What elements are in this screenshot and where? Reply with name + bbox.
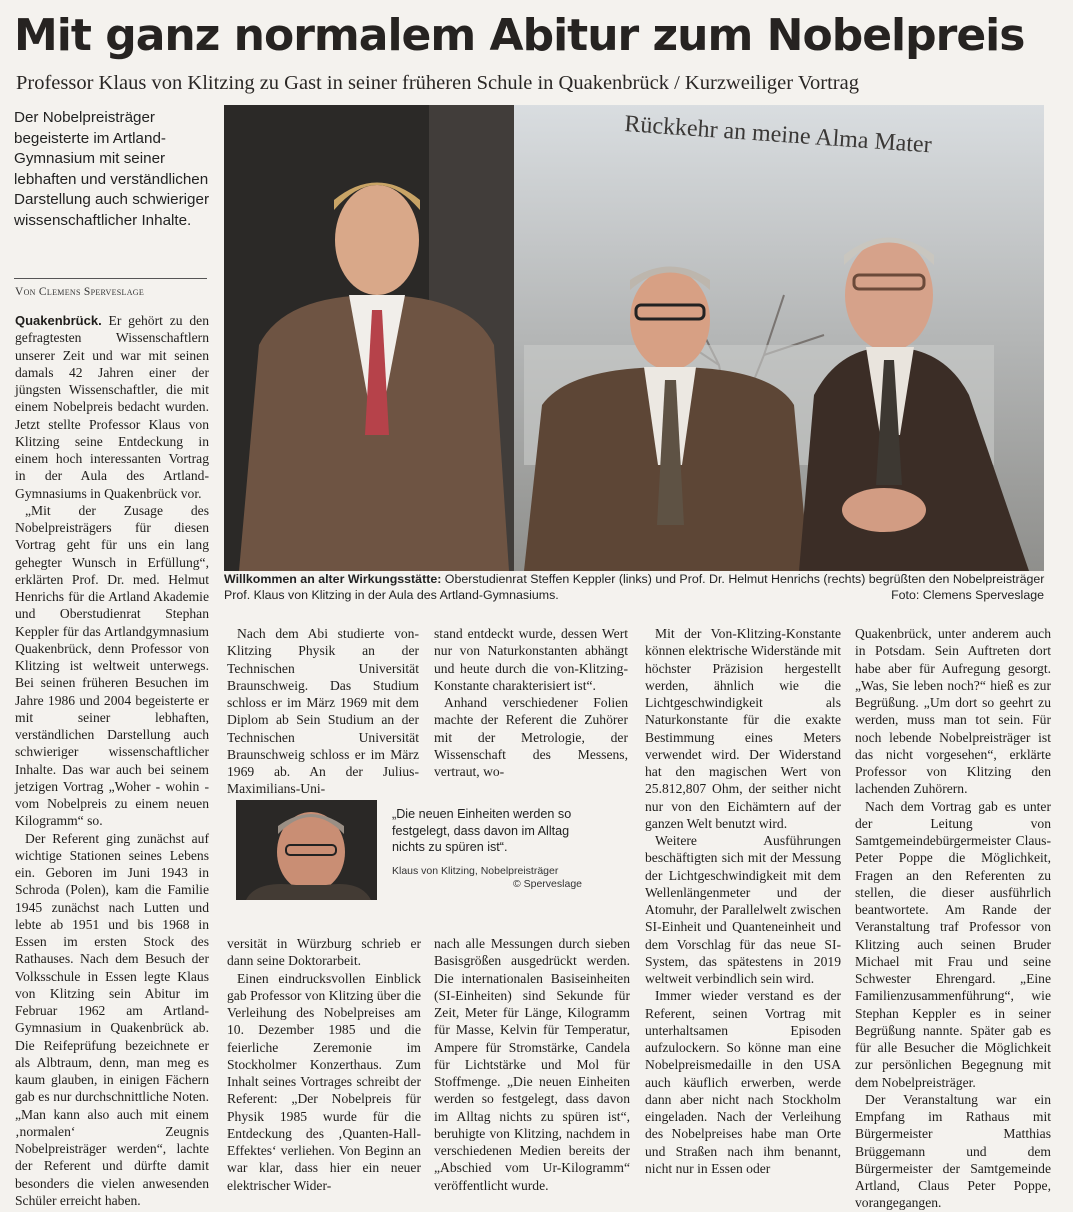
article-paragraph: nach alle Messungen durch sieben Basisgrößen ausgedrückt werden. Die internationalen Basiseinheiten (SI-Einheiten) sind Sekunde für Zeit, Meter für Länge, Kilogramm für Masse, Kelvin für Temperatur, Ampere für Stromstärke, Candela für Lichtstärke und Mol für Stoffmenge. „Die neuen Einheiten werden so festgelegt, dass davon im Alltag nichts zu spüren ist“, beruhigte von Klitzing, nachdem in verschiedenen Medien bereits der „Abschied vom Ur-Kilogramm“ veröffentlicht wurde.: [434, 936, 630, 1193]
article-paragraph: Einen eindrucksvollen Einblick gab Professor von Klitzing über die Verleihung des Nobelpreises am 10. Dezember 1985 und die feierliche Zeremonie im Stockholmer Konzerthaus. Zum Inhalt seines Vortrages schreibt der Referent: „Der Nobelpreis für Physik 1985 wurde für die Entdeckung des ‚Quanten-Hall-Effektes‘ verliehen. Von Beginn an war klar, dass hier ein neuer elektrischer Wider-: [227, 970, 421, 1193]
quote-source: Klaus von Klitzing, Nobelpreisträger: [392, 865, 559, 877]
article-paragraph: Mit der Von-Klitzing-Konstante können elektrische Widerstände mit höchster Präzision hergestellt werden, ähnlich wie die Lichtgeschwindigkeit als Naturkonstante für die exakte Bestimmung eines Meters verwendet wird. Der Widerstand hat den magischen Wert von 25.812,807 Ohm, der seither nicht nur von den Eichämtern auf der ganzen Welt benutzt wird.: [645, 626, 841, 831]
article-paragraph: Weitere Ausführungen beschäftigten sich mit der Messung der Lichtgeschwindigkeit mit dem Wellenlängenmeter und der Atomuhr, der Parallelwelt zwischen SI-Einheit und Quanteneinheit und dem Vorschlag für das neue SI-System, das spätestens in 2019 weltweit verbindlich sein wird.: [645, 833, 841, 986]
photo-credit: Foto: Clemens Sperveslage: [891, 588, 1044, 602]
byline: Von Clemens Sperveslage: [15, 286, 145, 298]
article-paragraph: Der Veranstaltung war ein Empfang im Rathaus mit Bürgermeister Matthias Brüggemann und dem Bürgermeister der Samtgemeinde Artland, Claus Peter Poppe, vorangegangen.: [855, 1091, 1051, 1211]
byline-divider: [14, 278, 207, 279]
article-column-2: [227, 625, 419, 798]
article-paragraph: Quakenbrück, unter anderem auch in Potsdam. Sein Auftreten dort habe aber für Aufregung gesorgt. „Was, Sie leben noch?“ hieß es zur Begrüßung. „Um dort so geehrt zu werden, muss man tot sein. Für noch lebende Nobelpreisträger ist das nicht vorgesehen“, erklärte Professor von Klitzing den lachenden Zuhörern.: [855, 626, 1051, 797]
projection-text: Rückkehr an meine Alma Mater: [623, 111, 933, 159]
article-paragraph: Immer wieder verstand es der Referent, seinen Vortrag mit unterhaltsamen Episoden aufzulockern. So könne man eine Nobelpreismedaille in den USA auch käuflich erwerben, werde dann aber nicht nach Stockholm eingeladen. Nach der Verleihung des Nobelpreises habe man Orte und Straßen nach ihm benannt, nicht nur in Essen oder: [645, 988, 841, 1176]
article-paragraph: stand entdeckt wurde, dessen Wert nur von Naturkonstanten abhängt und heute durch die von-Klitzing-Konstante charakterisiert ist“.: [434, 626, 628, 693]
quote-photo: [236, 800, 377, 900]
article-paragraph: Nach dem Abi studierte von-Klitzing Physik an der Technischen Universität Braunschweig. Das Studium schloss er im März 1969 mit dem Diplom ab Sein Studium an der Technischen Universität Braunschweig schloss er im März 1969 ab. An der Julius-Maximilians-Uni-: [227, 626, 419, 797]
article-column-3: [434, 625, 628, 780]
lead-paragraph: Der Nobelpreisträger begeisterte im Artland-Gymnasium mit seiner lebhaften und verständlichen Darstellung auch schwieriger wissenschaftlicher Inhalte.: [14, 109, 209, 229]
pull-quote: „Die neuen Einheiten werden so festgelegt, dass davon im Alltag nichts zu spüren ist“.: [392, 807, 572, 854]
subheadline: Professor Klaus von Klitzing zu Gast in seiner früheren Schule in Quakenbrück / Kurzweiliger Vortrag: [16, 72, 859, 94]
caption-lead: Willkommen an alter Wirkungsstätte:: [224, 572, 442, 586]
article-paragraph: „Mit der Zusage des Nobelpreisträgers für diesen Vortrag geht für uns ein lang gehegter Wunsch in Erfüllung“, erklärten Prof. Dr. med. Helmut Henrichs für die Artland Akademie und Oberstudienrat Stephan Keppler für das Artlandgymnasium Quakenbrück, denn Professor von Klitzing ist weltweit unterwegs. Bei seinen früheren Besuchen im Jahre 1986 und 2004 begeisterte er mit seiner lebhaften, verständlichen Darstellung auch schwieriger wissenschaftlicher Inhalte. Das war auch bei seinem jetzigen Vortrag „Woher - wohin - vom Nobelpreis zu einem neuen Kilogramm“ so.: [15, 502, 209, 829]
headline: Mit ganz normalem Abitur zum Nobelpreis: [14, 10, 1025, 61]
quote-photo-credit: © Sperveslage: [512, 878, 582, 890]
article-column-4: [645, 625, 841, 1177]
article-column-2-continued: [227, 935, 421, 1194]
main-photo: [224, 105, 1044, 571]
article-paragraph: Quakenbrück. Er gehört zu den gefragtesten Wissenschaftlern unserer Zeit und war mit seinen damals 42 Jahren einer der jüngsten Wissenschaftler, die mit einem Nobelpreis bedacht wurden. Jetzt stellte Professor Klaus von Klitzing seine Entdeckung in einem hoch interessanten Vortrag in der Aula des Artland-Gymnasiums in Quakenbrück vor.: [15, 313, 209, 501]
article-column-1: [15, 312, 209, 1209]
article-column-5: [855, 625, 1051, 1212]
article-paragraph: Der Referent ging zunächst auf wichtige Stationen seines Lebens ein. Geboren im Juni 1943 in Schroda (Polen), kam die Familie 1945 zunächst nach Lutten und lebte ab 1951 und bis 1968 in Essen im ersten Stock des Rathauses. Nach dem Besuch der Volksschule in Essen legte Klaus von Klitzing sein Abitur im Februar 1962 am Artland-Gymnasium in Quakenbrück ab. Die Reifeprüfung bezeichnete er als Albtraum, denn, man meg es kaum glauben, in einigen Fächern gab es nur durchschnittliche Noten. „Man kann also auch mit einem ‚normalen‘ Zeugnis Nobelpreisträger werden“, lachte der Referent und dürfte damit besonders die vielen anwesenden Schüler erreicht haben.: [15, 830, 209, 1208]
portrait-illustration: [236, 800, 377, 900]
article-paragraph: Nach dem Vortrag gab es unter der Leitung von Samtgemeindebürgermeister Claus-Peter Poppe die Möglichkeit, Fragen an den Referenten zu stellen, die dieser ausführlich beantwortete. Am Rande der Veranstaltung traf Professor von Klitzing auch seinen Bruder Michael mit Frau und seine Schwester Ehrengard. „Eine Familienzusammenführung“, wie Stephan Keppler es in seiner Begrüßung nannte. Später gab es für alle Besucher die Möglichkeit zur persönlichen Begegnung mit dem Nobelpreisträger.: [855, 798, 1051, 1090]
dateline: Quakenbrück.: [15, 313, 102, 328]
article-paragraph: Anhand verschiedener Folien machte der Referent die Zuhörer mit der Metrologie, der Wissenschaft des Messens, vertraut, wo-: [434, 695, 628, 779]
article-column-3-continued: [434, 935, 630, 1194]
article-paragraph: versität in Würzburg schrieb er dann seine Doktorarbeit.: [227, 936, 421, 969]
photo-caption: [224, 571, 1048, 603]
photo-illustration: [224, 105, 1044, 571]
caption-text: Oberstudienrat Steffen Keppler (links) und Prof. Dr. Helmut Henrichs (rechts) begrüßten den Nobelpreisträger Prof. Klaus von Klitzing in der Aula des Artland-Gymnasiums.: [224, 572, 1045, 602]
